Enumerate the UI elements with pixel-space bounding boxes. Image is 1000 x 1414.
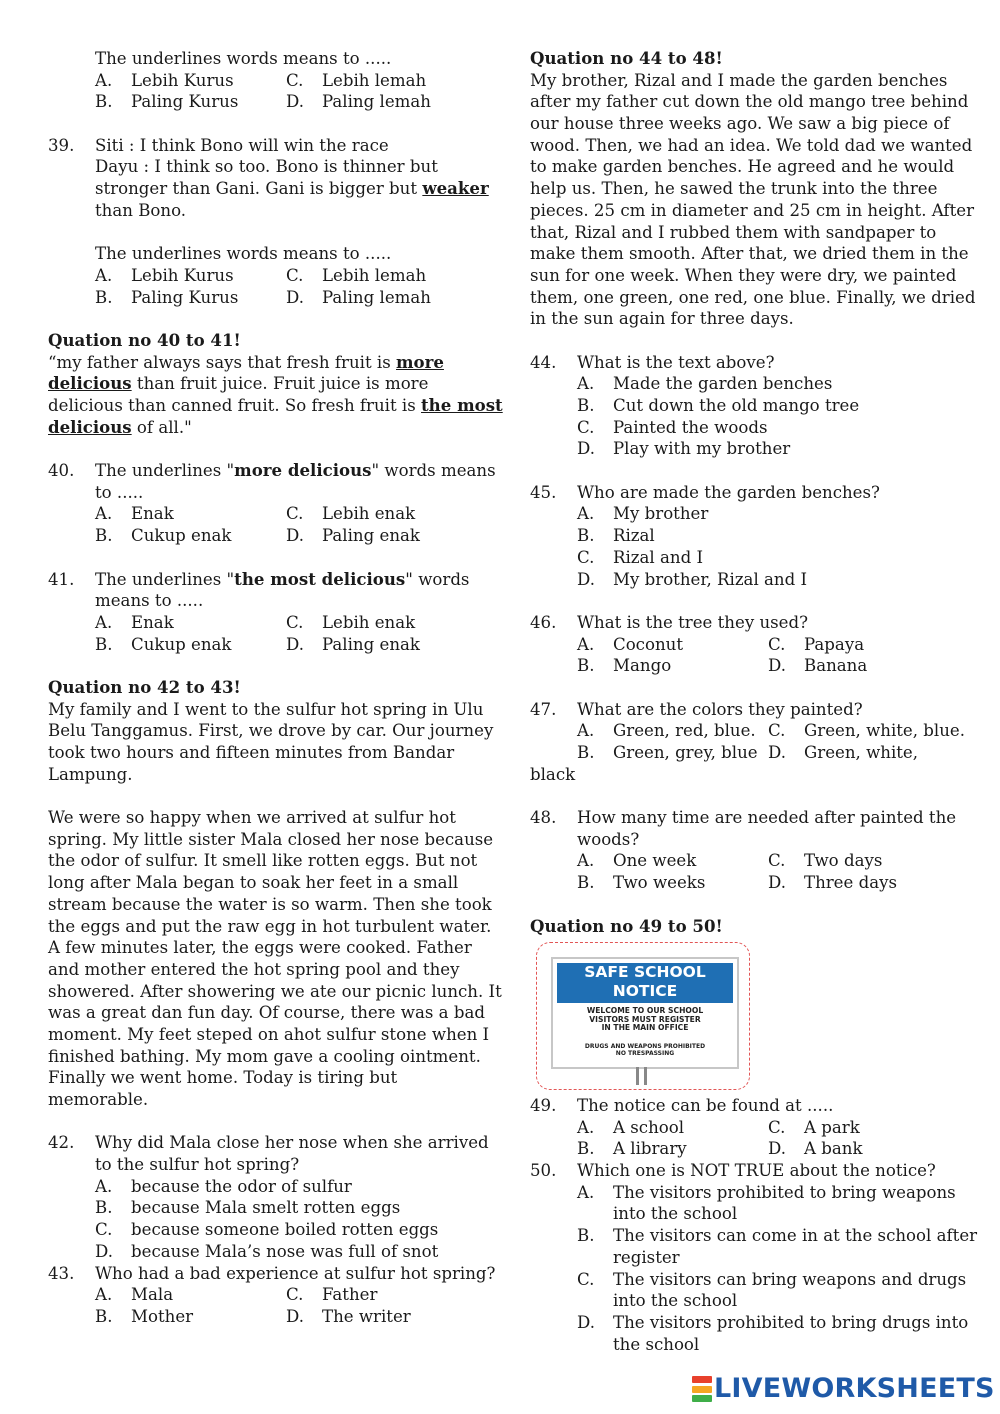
option-text[interactable]: A bank: [804, 1139, 863, 1159]
question-text: The underlines "the most delicious" words: [95, 568, 470, 589]
question-text: How many time are needed after painted the: [577, 808, 957, 828]
notice-sign-post: [636, 1067, 639, 1085]
question-number: 45.: [530, 482, 557, 502]
question-47-options-row1: [530, 720, 966, 742]
passage-line: spring. My little sister Mala closed her nose because: [48, 829, 494, 849]
passage-line: delicious than canned fruit. So fresh fruit is the most: [48, 395, 503, 415]
passage-line: to make garden benches. He agreed and he would: [530, 157, 955, 177]
passage-line: long after Mala began to soak her feet in a small: [48, 873, 459, 893]
question-text: What is the text above?: [577, 352, 775, 372]
option-label: C.: [768, 634, 786, 654]
question-43-options-row2: [48, 1306, 478, 1328]
option-text[interactable]: My brother, Rizal and I: [613, 569, 808, 589]
question-45-option-b[interactable]: [530, 525, 960, 547]
option-label: D.: [768, 1139, 786, 1159]
option-text[interactable]: Play with my brother: [613, 439, 791, 459]
section-title-40-41: Quation no 40 to 41!: [48, 329, 241, 350]
question-44-option-a[interactable]: [530, 373, 960, 395]
option-label: D.: [768, 873, 786, 893]
question-49-options-row1: [530, 1117, 960, 1139]
option-text[interactable]: because the odor of sulfur: [131, 1176, 352, 1196]
passage-line: took two hours and fifteen minutes from Bandar: [48, 743, 455, 762]
passage-line: and mother entered the hot spring pool and they: [48, 959, 460, 979]
option-label: C.: [286, 1285, 304, 1305]
option-label: B.: [95, 1198, 113, 1218]
question-42-option-c[interactable]: [48, 1219, 478, 1241]
question-50-option-d[interactable]: [530, 1312, 969, 1334]
question-text: What is the tree they used?: [577, 612, 809, 632]
question-prompt: The underlines words means to .....: [95, 244, 392, 264]
passage-line: memorable.: [48, 1090, 149, 1109]
question-number: 46.: [530, 612, 557, 632]
option-label: C.: [577, 417, 595, 437]
question-39: 39. Siti : I think Bono will win the race: [48, 135, 389, 155]
question-44-option-c[interactable]: [530, 417, 960, 439]
question-45: [530, 482, 960, 504]
underlined-phrase: the most: [421, 395, 503, 415]
question-41: [48, 569, 478, 591]
question-47-option-wrap: black: [530, 764, 576, 784]
option-text[interactable]: register: [613, 1247, 680, 1267]
question-40-options-row2: [48, 525, 478, 547]
question-number: 48.: [530, 808, 557, 828]
option-text[interactable]: Coconut: [613, 634, 684, 654]
question-40: [48, 460, 496, 482]
option-text[interactable]: Lebih enak: [322, 612, 416, 632]
passage-line: “my father always says that fresh fruit is more: [48, 351, 444, 372]
option-label: D.: [577, 439, 595, 459]
question-50-option-a[interactable]: [530, 1182, 960, 1204]
section-title-49-50: Quation no 49 to 50!: [530, 915, 723, 936]
notice-sign-board: [551, 957, 739, 1069]
question-39-options-row1: [48, 265, 478, 287]
option-text[interactable]: My brother: [613, 504, 709, 524]
passage-line: sun for one week. When they were dry, we painted: [530, 265, 957, 285]
right-column-lower: [530, 1095, 978, 1355]
question-text: to .....: [95, 482, 144, 502]
question-text: woods?: [577, 829, 640, 849]
underlined-phrase: delicious: [48, 416, 132, 437]
option-text[interactable]: Two weeks: [613, 873, 706, 893]
option-label: D.: [286, 526, 304, 546]
option-label: D.: [577, 1312, 595, 1332]
passage-line: moment. My feet steped on ahot sulfur stone when I: [48, 1024, 490, 1044]
question-48-options-row2: [530, 872, 960, 894]
question-44-option-b[interactable]: [530, 395, 960, 417]
option-label: D.: [286, 287, 304, 307]
underlined-phrase: delicious: [48, 373, 132, 394]
passage-line: delicious of all.": [48, 416, 192, 437]
option-label: C.: [577, 547, 595, 567]
question-47: [530, 699, 960, 721]
question-number: 50.: [530, 1161, 557, 1181]
option-text[interactable]: The visitors prohibited to bring drugs into: [613, 1312, 969, 1332]
liveworksheets-logo[interactable]: [692, 1374, 995, 1404]
option-text[interactable]: into the school: [613, 1204, 738, 1224]
liveworksheets-logo-text: LIVEWORKSHEETS: [714, 1373, 995, 1405]
option-label: B.: [95, 92, 113, 112]
option-text[interactable]: Enak: [131, 504, 174, 524]
left-column: [48, 48, 503, 1328]
option-label: C.: [768, 851, 786, 871]
question-text: means to .....: [95, 591, 204, 611]
option-text[interactable]: Green, white,: [804, 743, 919, 762]
option-label: A.: [577, 634, 595, 654]
passage-line: the eggs and put the raw egg in hot turbulent water.: [48, 916, 492, 936]
notice-sign-body: [557, 1007, 733, 1033]
option-text[interactable]: Three days: [804, 873, 898, 893]
passage-line: Lampung.: [48, 764, 133, 784]
option-text[interactable]: Mother: [131, 1306, 194, 1326]
option-text[interactable]: Two days: [804, 851, 883, 871]
option-text[interactable]: The writer: [322, 1306, 411, 1326]
option-label: A.: [577, 504, 595, 524]
option-text[interactable]: Rizal: [613, 526, 655, 546]
question-49-options-row2: [530, 1138, 960, 1160]
question-number: 40.: [48, 461, 75, 481]
option-text[interactable]: Cut down the old mango tree: [613, 396, 860, 415]
passage-line: after my father cut down the old mango tree behind: [530, 92, 969, 112]
option-text[interactable]: Mala: [131, 1285, 174, 1305]
passage-line: We were so happy when we arrived at sulfur hot: [48, 808, 456, 828]
question-text: to the sulfur hot spring?: [95, 1155, 300, 1175]
question-50: [530, 1160, 960, 1182]
passage-line: them, one green, one red, one blue. Finally, we dried: [530, 287, 976, 307]
option-label: B.: [577, 743, 595, 762]
passage-line: finished bathing. My mom gave a cooling ointment.: [48, 1046, 481, 1066]
option-text[interactable]: into the school: [613, 1291, 738, 1311]
option-text[interactable]: Papaya: [804, 634, 865, 654]
right-column: [530, 48, 976, 937]
option-text[interactable]: Green, white, blue.: [804, 721, 966, 741]
option-text[interactable]: Paling lemah: [322, 92, 431, 112]
option-label: D.: [286, 634, 304, 654]
passage-line: was a great dan fun day. Of course, there was a bad: [48, 1003, 485, 1023]
question-number: 43.: [48, 1263, 75, 1283]
option-label: D.: [768, 656, 786, 676]
option-label: A.: [577, 1117, 595, 1137]
option-text[interactable]: because someone boiled rotten eggs: [131, 1220, 439, 1240]
option-text[interactable]: Lebih enak: [322, 504, 416, 524]
notice-sign-footer: [557, 1043, 733, 1057]
notice-sign-text: IN THE MAIN OFFICE: [601, 1023, 689, 1033]
question-text: Which one is NOT TRUE about the notice?: [577, 1161, 936, 1181]
notice-sign-text: WELCOME TO OUR SCHOOL: [586, 1006, 704, 1015]
question-45-option-a[interactable]: [530, 503, 960, 525]
option-text[interactable]: Painted the woods: [613, 417, 768, 437]
option-label: C.: [768, 1117, 786, 1137]
option-label: A.: [95, 504, 113, 524]
option-label: D.: [286, 92, 304, 112]
option-label: B.: [95, 287, 113, 307]
notice-sign-post: [644, 1067, 647, 1085]
question-48: [530, 807, 960, 829]
option-label: C.: [768, 721, 786, 741]
option-label: D.: [95, 1241, 113, 1261]
question-text: The underlines "more delicious" words means: [95, 460, 496, 481]
passage-line: help us. Then, he sawed the trunk into the three: [530, 179, 938, 199]
question-45-option-c[interactable]: [530, 547, 960, 569]
option-text[interactable]: Mango: [613, 656, 672, 676]
option-text[interactable]: Lebih lemah: [322, 70, 427, 90]
option-text[interactable]: Paling lemah: [322, 287, 431, 307]
option-label: C.: [286, 504, 304, 524]
option-text[interactable]: because Mala’s nose was full of snot: [131, 1241, 439, 1261]
notice-sign-header: [557, 963, 733, 1003]
question-number: 39.: [48, 135, 75, 155]
notice-sign-title-line2: NOTICE: [612, 982, 678, 1000]
option-label: A.: [95, 265, 113, 285]
option-text[interactable]: Lebih Kurus: [131, 70, 234, 90]
option-text[interactable]: A park: [804, 1117, 860, 1137]
passage-line: in the sun again for three days.: [530, 309, 794, 329]
section-title-44-48: Quation no 44 to 48!: [530, 48, 723, 68]
question-42: [48, 1132, 489, 1154]
question-number: 41.: [48, 569, 75, 589]
question-50-option-c[interactable]: [530, 1269, 967, 1291]
option-label: B.: [577, 526, 595, 546]
option-label: B.: [95, 634, 113, 654]
question-44: [530, 352, 960, 374]
question-text: The notice can be found at .....: [577, 1096, 834, 1115]
option-text[interactable]: Banana: [804, 656, 868, 676]
option-label: B.: [95, 526, 113, 546]
question-45-option-d[interactable]: [530, 569, 960, 591]
option-text[interactable]: Green, red, blue.: [613, 721, 756, 741]
option-label: C.: [286, 612, 304, 632]
question-text: than Bono.: [95, 200, 187, 220]
notice-sign-title-line1: SAFE SCHOOL: [584, 963, 706, 981]
question-50-option-b[interactable]: [530, 1225, 978, 1247]
question-39-options-row2: [48, 287, 478, 309]
question-42-option-d[interactable]: [48, 1241, 478, 1263]
notice-sign-text: VISITORS MUST REGISTER: [589, 1014, 701, 1024]
question-48-options-row1: [530, 850, 960, 872]
option-label: A.: [95, 1285, 113, 1305]
question-42-option-b[interactable]: [48, 1197, 478, 1219]
underlined-phrase: more: [396, 351, 444, 372]
option-text[interactable]: A school: [613, 1117, 685, 1137]
option-text[interactable]: Paling Kurus: [131, 287, 239, 307]
notice-sign-text: NO TRESPASSING: [615, 1050, 675, 1057]
option-label: C.: [286, 70, 304, 90]
passage-line: make them smooth. After that, we dried them in the: [530, 244, 969, 264]
option-label: B.: [577, 1226, 595, 1246]
option-label: C.: [95, 1220, 113, 1240]
option-label: A.: [95, 1176, 113, 1196]
question-46-options-row2: [530, 655, 960, 677]
question-38-options-row1: [48, 70, 478, 92]
question-number: 44.: [530, 352, 557, 372]
option-label: C.: [577, 1269, 595, 1289]
option-text[interactable]: Rizal and I: [613, 547, 704, 567]
question-43: [48, 1263, 496, 1285]
passage-line: My family and I went to the sulfur hot spring in Ulu: [48, 699, 484, 719]
option-label: B.: [577, 656, 595, 676]
question-text: Why did Mala close her nose when she arrived: [95, 1133, 489, 1153]
option-label: B.: [577, 873, 595, 893]
passage-line: delicious than fruit juice. Fruit juice is more: [48, 373, 429, 394]
option-label: D.: [577, 569, 595, 589]
question-number: 42.: [48, 1133, 75, 1153]
question-number: 49.: [530, 1096, 557, 1115]
liveworksheets-logo-icon: [692, 1376, 712, 1402]
option-label: D.: [286, 1306, 304, 1326]
option-text[interactable]: The visitors prohibited to bring weapons: [613, 1182, 956, 1202]
question-text: Who had a bad experience at sulfur hot spring?: [95, 1263, 496, 1283]
passage-line: wood. Then, we had an idea. We told dad we wanted: [530, 135, 973, 155]
passage-line: A few minutes later, the eggs were cooked. Father: [48, 938, 472, 958]
option-label: A.: [577, 721, 595, 741]
question-text: stronger than Gani. Gani is bigger but weaker: [95, 178, 489, 199]
question-text: What are the colors they painted?: [577, 699, 863, 719]
passage-line: our house three weeks ago. We saw a big piece of: [530, 114, 950, 134]
option-label: A.: [95, 70, 113, 90]
question-42-option-a[interactable]: [48, 1176, 478, 1198]
option-label: B.: [95, 1306, 113, 1326]
question-46-options-row1: [530, 634, 960, 656]
option-label: A.: [95, 612, 113, 632]
question-44-option-d[interactable]: [530, 438, 960, 460]
question-43-options-row1: [48, 1284, 478, 1306]
option-text[interactable]: Paling enak: [322, 634, 420, 654]
passage-line: My brother, Rizal and I made the garden benches: [530, 70, 948, 90]
option-label: C.: [286, 265, 304, 285]
option-text[interactable]: Cukup enak: [131, 526, 232, 546]
option-label: A.: [577, 374, 595, 394]
question-40-options-row1: [48, 503, 478, 525]
passage-line: that, Rizal and I rubbed them with sandpaper to: [530, 222, 937, 242]
option-text[interactable]: The visitors can bring weapons and drugs: [613, 1269, 967, 1289]
passage-line: Finally we went home. Today is tiring but: [48, 1068, 398, 1088]
option-text[interactable]: Made the garden benches: [613, 374, 833, 394]
option-text[interactable]: Paling enak: [322, 526, 420, 546]
question-41-options-row2: [48, 634, 478, 656]
option-label: A.: [577, 851, 595, 871]
option-text[interactable]: One week: [613, 851, 697, 871]
question-47-options-row2: [530, 742, 960, 764]
underlined-word: weaker: [422, 178, 489, 199]
question-38-prompt: The underlines words means to .....: [95, 49, 392, 68]
passage-line: Belu Tanggamus. First, we drove by car. Our journey: [48, 721, 494, 741]
question-text: Who are made the garden benches?: [577, 482, 880, 502]
question-38-options-row2: [48, 91, 478, 113]
passage-line: showered. After showering we ate our picnic lunch. It: [48, 981, 502, 1001]
question-49: [530, 1095, 960, 1117]
option-text[interactable]: The visitors can come in at the school after: [613, 1226, 978, 1246]
option-text[interactable]: Lebih Kurus: [131, 265, 234, 285]
option-text[interactable]: Green, grey, blue: [613, 743, 758, 762]
option-text[interactable]: Enak: [131, 612, 174, 632]
question-41-options-row1: [48, 612, 478, 634]
safe-school-notice-image: [536, 942, 750, 1090]
option-label: B.: [577, 1139, 595, 1159]
option-label: A.: [577, 1182, 595, 1202]
option-text[interactable]: Cukup enak: [131, 634, 232, 654]
question-text: Dayu : I think so too. Bono is thinner but: [95, 157, 438, 177]
section-title-42-43: Quation no 42 to 43!: [48, 676, 241, 697]
option-text[interactable]: because Mala smelt rotten eggs: [131, 1198, 401, 1218]
option-text[interactable]: A library: [613, 1139, 687, 1159]
option-text[interactable]: Paling Kurus: [131, 92, 239, 112]
option-text[interactable]: Father: [322, 1285, 378, 1305]
passage-line: pieces. 25 cm in diameter and 25 cm in height. After: [530, 200, 974, 220]
option-label: D.: [768, 743, 786, 762]
passage-line: stream because the water is so warm. Then she took: [48, 894, 492, 914]
option-text[interactable]: the school: [613, 1334, 700, 1354]
question-46: [530, 612, 960, 634]
notice-sign-text: DRUGS AND WEAPONS PROHIBITED: [584, 1043, 706, 1050]
passage-line: the odor of sulfur. It smell like rotten eggs. But not: [48, 851, 478, 871]
option-label: B.: [577, 396, 595, 415]
question-number: 47.: [530, 699, 557, 719]
option-text[interactable]: Lebih lemah: [322, 265, 427, 285]
